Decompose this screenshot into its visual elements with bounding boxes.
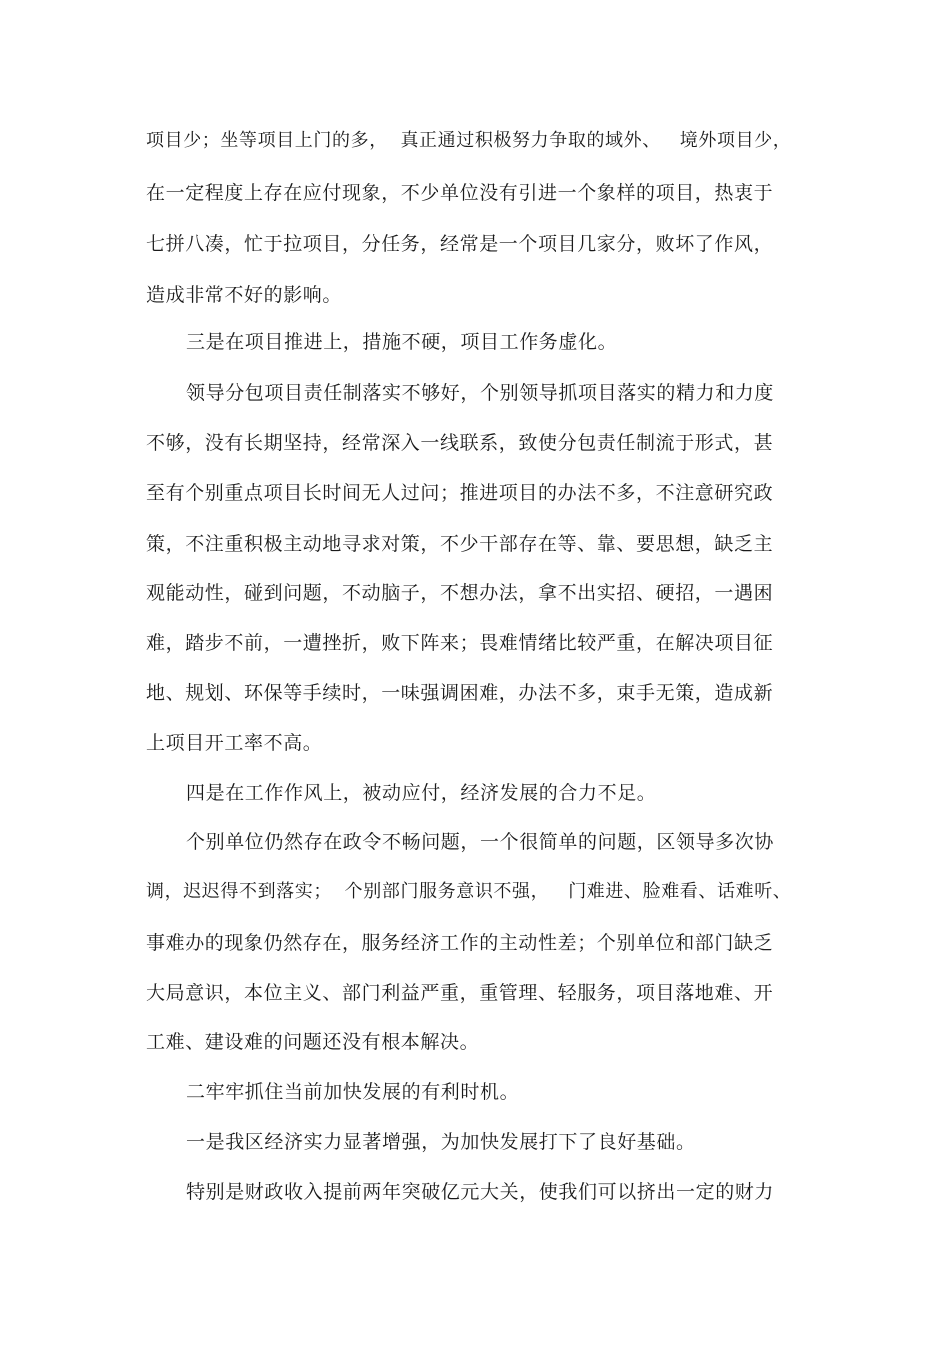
section-heading: 一是我区经济实力显著增强，为加快发展打下了良好基础。 [186, 1131, 696, 1153]
text-line: 地、规划、环保等手续时，一味强调困难，办法不多，束手无策，造成新 [146, 682, 774, 704]
text-line: 不够，没有长期坚持，经常深入一线联系，致使分包责任制流于形式，甚 [146, 432, 774, 454]
text-line: 在一定程度上存在应付现象，不少单位没有引进一个象样的项目，热衷于 [146, 182, 774, 204]
text-line: 项目少；坐等项目上门的多， 真正通过积极努力争取的域外、 境外项目少， [146, 130, 792, 151]
text-line: 策，不注重积极主动地寻求对策，不少干部存在等、靠、要思想，缺乏主 [146, 533, 774, 555]
text-line: 大局意识，本位主义、部门利益严重，重管理、轻服务，项目落地难、开 [146, 982, 774, 1004]
text-line: 上项目开工率不高。 [146, 732, 323, 754]
text-line: 事难办的现象仍然存在，服务经济工作的主动性差；个别单位和部门缺乏 [146, 932, 774, 954]
text-line: 观能动性，碰到问题，不动脑子，不想办法，拿不出实招、硬招，一遇困 [146, 582, 774, 604]
text-line: 特别是财政收入提前两年突破亿元大关，使我们可以挤出一定的财力 [186, 1181, 775, 1203]
section-heading: 二牢牢抓住当前加快发展的有利时机。 [186, 1081, 520, 1103]
text-line: 难，踏步不前，一遭挫折，败下阵来；畏难情绪比较严重，在解决项目征 [146, 632, 774, 654]
text-line: 造成非常不好的影响。 [146, 284, 343, 306]
section-heading: 三是在项目推进上，措施不硬，项目工作务虚化。 [186, 331, 618, 353]
text-line: 个别单位仍然存在政令不畅问题，一个很简单的问题，区领导多次协 [186, 831, 775, 853]
text-line: 至有个别重点项目长时间无人过问；推进项目的办法不多，不注意研究政 [146, 482, 774, 504]
section-heading: 四是在工作作风上，被动应付，经济发展的合力不足。 [186, 782, 657, 804]
text-line: 领导分包项目责任制落实不够好，个别领导抓项目落实的精力和力度 [186, 382, 775, 404]
text-line: 七拼八凑，忙于拉项目，分任务，经常是一个项目几家分，败坏了作风， [146, 233, 774, 255]
text-line: 工难、建设难的问题还没有根本解决。 [146, 1031, 480, 1053]
text-line: 调，迟迟得不到落实； 个别部门服务意识不强， 门难进、脸难看、话难听、 [146, 881, 792, 902]
